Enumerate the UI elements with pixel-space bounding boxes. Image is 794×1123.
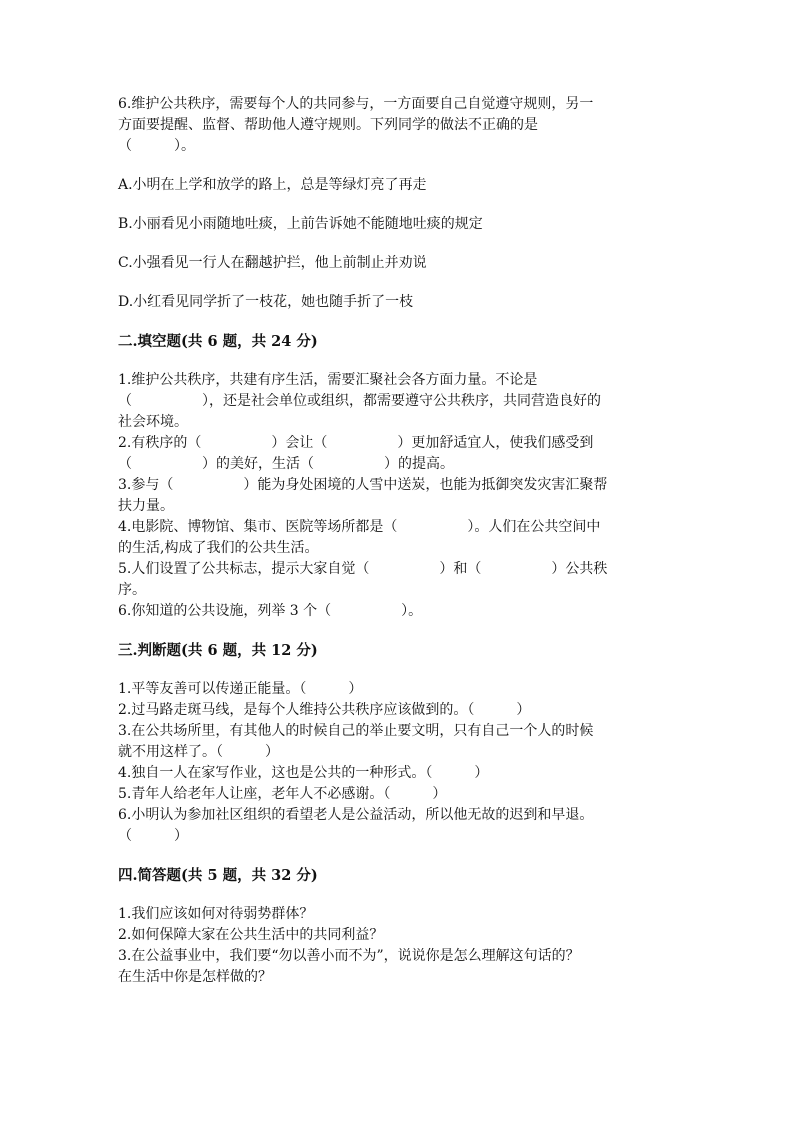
s2-line: 6.你知道的公共设施，列举 3 个（ ）。 <box>118 603 423 619</box>
q6-option-c: C.小强看见一行人在翻越护拦，他上前制止并劝说 <box>118 255 427 271</box>
section-3-title: 三.判断题(共 6 题，共 12 分) <box>118 642 318 659</box>
s2-line: （ ）的美好，生活（ ）的提高。 <box>118 456 454 472</box>
q6-line-1: 6.维护公共秩序，需要每个人的共同参与，一方面要自己自觉遵守规则，另一 <box>118 96 594 112</box>
s2-line: 序。 <box>118 582 146 598</box>
s2-line: 扶力量。 <box>118 498 174 514</box>
s4-line: 1.我们应该如何对待弱势群体？ <box>118 906 314 922</box>
s4-line: 2.如何保障大家在公共生活中的共同利益？ <box>118 927 384 943</box>
q6-line-2: 方面要提醒、监督、帮助他人遵守规则。下列同学的做法不正确的是 <box>118 117 538 133</box>
s2-line: 的生活,构成了我们的公共生活。 <box>118 540 319 556</box>
s3-line: 2.过马路走斑马线，是每个人维持公共秩序应该做到的。（ ） <box>118 702 531 718</box>
section-4-title: 四.简答题(共 5 题，共 32 分) <box>118 867 318 884</box>
q6-option-b: B.小丽看见小雨随地吐痰，上前告诉她不能随地吐痰的规定 <box>118 216 483 232</box>
s3-line: （ ） <box>118 828 188 844</box>
section-2-body <box>118 370 678 622</box>
s3-line: 4.独自一人在家写作业，这也是公共的一种形式。（ ） <box>118 765 489 781</box>
q6-line-3: （ ）。 <box>118 138 195 154</box>
s3-line: 6.小明认为参加社区组织的看望老人是公益活动，所以他无故的迟到和早退。 <box>118 807 594 823</box>
s4-line: 在生活中你是怎样做的？ <box>118 969 272 985</box>
question-6 <box>118 94 678 157</box>
s2-line: 2.有秩序的（ ）会让（ ）更加舒适宜人，使我们感受到 <box>118 435 594 451</box>
section-2-title: 二.填空题(共 6 题，共 24 分) <box>118 333 318 350</box>
exam-page <box>118 94 678 988</box>
s3-line: 1.平等友善可以传递正能量。（ ） <box>118 681 363 697</box>
s2-line: 4.电影院、博物馆、集市、医院等场所都是（ ）。人们在公共空间中 <box>118 519 601 535</box>
s3-line: 就不用这样了。（ ） <box>118 744 279 760</box>
s3-line: 3.在公共场所里，有其他人的时候自己的举止要文明，只有自己一个人的时候 <box>118 723 594 739</box>
s4-line: 3.在公益事业中，我们要“勿以善小而不为”，说说你是怎么理解这句话的？ <box>118 948 580 964</box>
q6-option-d: D.小红看见同学折了一枝花，她也随手折了一枝 <box>118 294 414 310</box>
s3-line: 5.青年人给老年人让座，老年人不必感谢。（ ） <box>118 786 447 802</box>
s2-line: （ ），还是社会单位或组织，都需要遵守公共秩序，共同营造良好的 <box>118 393 601 409</box>
s2-line: 3.参与（ ）能为身处困境的人雪中送炭，也能为抵御突发灾害汇聚帮 <box>118 477 608 493</box>
s2-line: 5.人们设置了公共标志，提示大家自觉（ ）和（ ）公共秩 <box>118 561 608 577</box>
section-4-body <box>118 904 678 988</box>
s2-line: 1.维护公共秩序，共建有序生活，需要汇聚社会各方面力量。不论是 <box>118 372 538 388</box>
s2-line: 社会环境。 <box>118 414 188 430</box>
q6-option-a: A.小明在上学和放学的路上，总是等绿灯亮了再走 <box>118 177 427 193</box>
section-3-body <box>118 679 678 847</box>
